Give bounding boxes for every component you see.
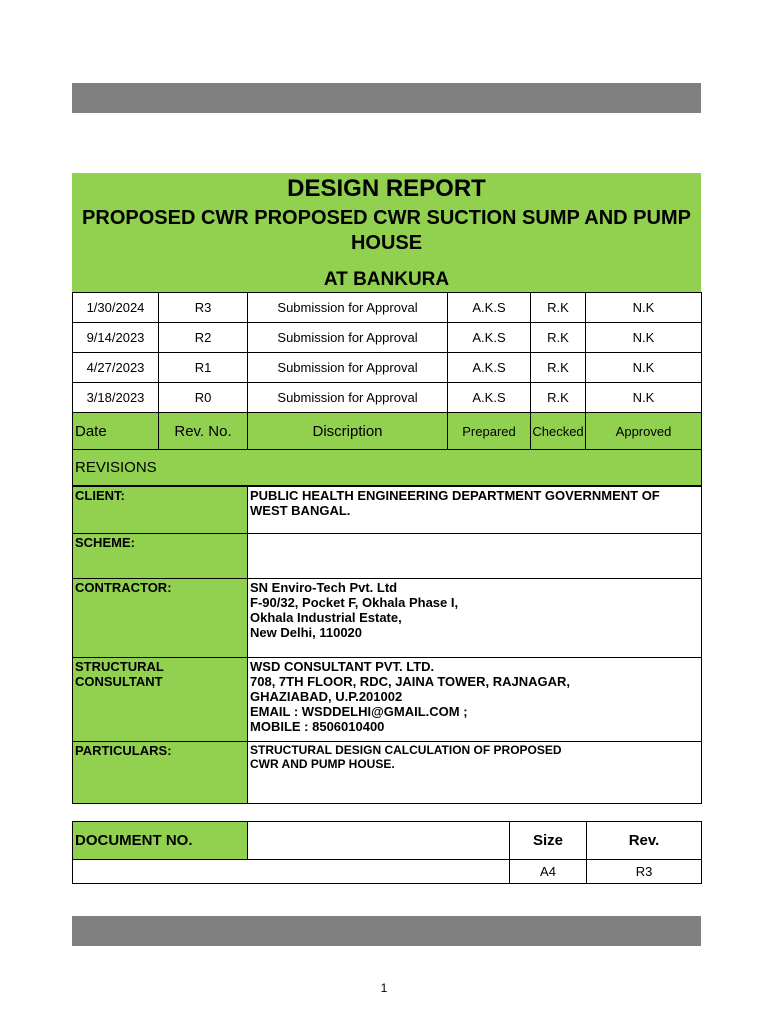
revisions-table: [72, 292, 702, 486]
revision-description: Submission for Approval: [248, 353, 448, 383]
revision-approved: N.K: [586, 323, 702, 353]
document-number-table: [72, 821, 702, 884]
revision-prepared: A.K.S: [448, 383, 531, 413]
revision-checked: R.K: [531, 293, 586, 323]
revision-row: [73, 293, 702, 323]
size-value: A4: [510, 860, 587, 884]
revision-date: 4/27/2023: [73, 353, 159, 383]
revision-checked: R.K: [531, 383, 586, 413]
revision-number: R2: [159, 323, 248, 353]
scheme-label: SCHEME:: [73, 534, 248, 579]
revision-number: R3: [159, 293, 248, 323]
consultant-line: GHAZIABAD, U.P.201002: [250, 689, 403, 704]
consultant-label-line: CONSULTANT: [75, 674, 163, 689]
revision-approved: N.K: [586, 293, 702, 323]
report-header: [72, 173, 701, 292]
consultant-label: [73, 658, 248, 742]
contractor-row: [73, 579, 702, 658]
column-header-checked: Checked: [531, 413, 586, 450]
particulars-line: STRUCTURAL DESIGN CALCULATION OF PROPOSED: [250, 743, 562, 757]
revision-approved: N.K: [586, 353, 702, 383]
contractor-label: CONTRACTOR:: [73, 579, 248, 658]
revision-prepared: A.K.S: [448, 353, 531, 383]
scheme-row: [73, 534, 702, 579]
revision-row: [73, 383, 702, 413]
consultant-label-line: STRUCTURAL: [75, 659, 164, 674]
revision-date: 1/30/2024: [73, 293, 159, 323]
column-header-approved: Approved: [586, 413, 702, 450]
bottom-gray-bar: [72, 916, 701, 946]
revisions-label: REVISIONS: [73, 450, 702, 486]
particulars-value: [248, 742, 702, 804]
consultant-line: MOBILE : 8506010400: [250, 719, 385, 734]
document-blank-cell: [73, 860, 510, 884]
revision-header-row: [73, 413, 702, 450]
revision-description: Submission for Approval: [248, 323, 448, 353]
contractor-value: [248, 579, 702, 658]
contractor-line: F-90/32, Pocket F, Okhala Phase I,: [250, 595, 459, 610]
rev-label: Rev.: [587, 822, 702, 860]
contractor-line: New Delhi, 110020: [250, 625, 363, 640]
revision-number: R0: [159, 383, 248, 413]
revision-number: R1: [159, 353, 248, 383]
document-number-label: DOCUMENT NO.: [73, 822, 248, 860]
column-header-description: Discription: [248, 413, 448, 450]
client-value: PUBLIC HEALTH ENGINEERING DEPARTMENT GOVERNMENT OF WEST BANGAL.: [248, 487, 702, 534]
column-header-rev: Rev. No.: [159, 413, 248, 450]
particulars-line: CWR AND PUMP HOUSE.: [250, 757, 395, 771]
client-row: [73, 487, 702, 534]
revision-checked: R.K: [531, 353, 586, 383]
scheme-value: [248, 534, 702, 579]
column-header-date: Date: [73, 413, 159, 450]
top-gray-bar: [72, 83, 701, 113]
document-header-row: [73, 822, 702, 860]
revision-description: Submission for Approval: [248, 383, 448, 413]
revision-prepared: A.K.S: [448, 293, 531, 323]
revision-approved: N.K: [586, 383, 702, 413]
revision-date: 3/18/2023: [73, 383, 159, 413]
revision-date: 9/14/2023: [73, 323, 159, 353]
particulars-row: [73, 742, 702, 804]
revision-checked: R.K: [531, 323, 586, 353]
revision-row: [73, 353, 702, 383]
client-label: CLIENT:: [73, 487, 248, 534]
consultant-row: [73, 658, 702, 742]
revision-prepared: A.K.S: [448, 323, 531, 353]
revision-description: Submission for Approval: [248, 293, 448, 323]
column-header-prepared: Prepared: [448, 413, 531, 450]
contractor-line: Okhala Industrial Estate,: [250, 610, 402, 625]
particulars-label: PARTICULARS:: [73, 742, 248, 804]
consultant-line: 708, 7TH FLOOR, RDC, JAINA TOWER, RAJNAGAR,: [250, 674, 570, 689]
revisions-label-row: [73, 450, 702, 486]
document-number-value: [248, 822, 510, 860]
report-location: AT BANKURA: [323, 269, 450, 290]
revision-row: [73, 323, 702, 353]
consultant-line: EMAIL : WSDDELHI@GMAIL.COM ;: [250, 704, 468, 719]
report-title: DESIGN REPORT: [287, 175, 486, 202]
consultant-value: [248, 658, 702, 742]
project-info-table: [72, 486, 702, 804]
document-value-row: [73, 860, 702, 884]
report-subtitle: PROPOSED CWR PROPOSED CWR SUCTION SUMP AND PUMP HOUSE: [82, 207, 691, 254]
size-label: Size: [510, 822, 587, 860]
rev-value: R3: [587, 860, 702, 884]
consultant-line: WSD CONSULTANT PVT. LTD.: [250, 659, 435, 674]
page-number: 1: [380, 981, 388, 995]
contractor-line: SN Enviro-Tech Pvt. Ltd: [250, 580, 398, 595]
